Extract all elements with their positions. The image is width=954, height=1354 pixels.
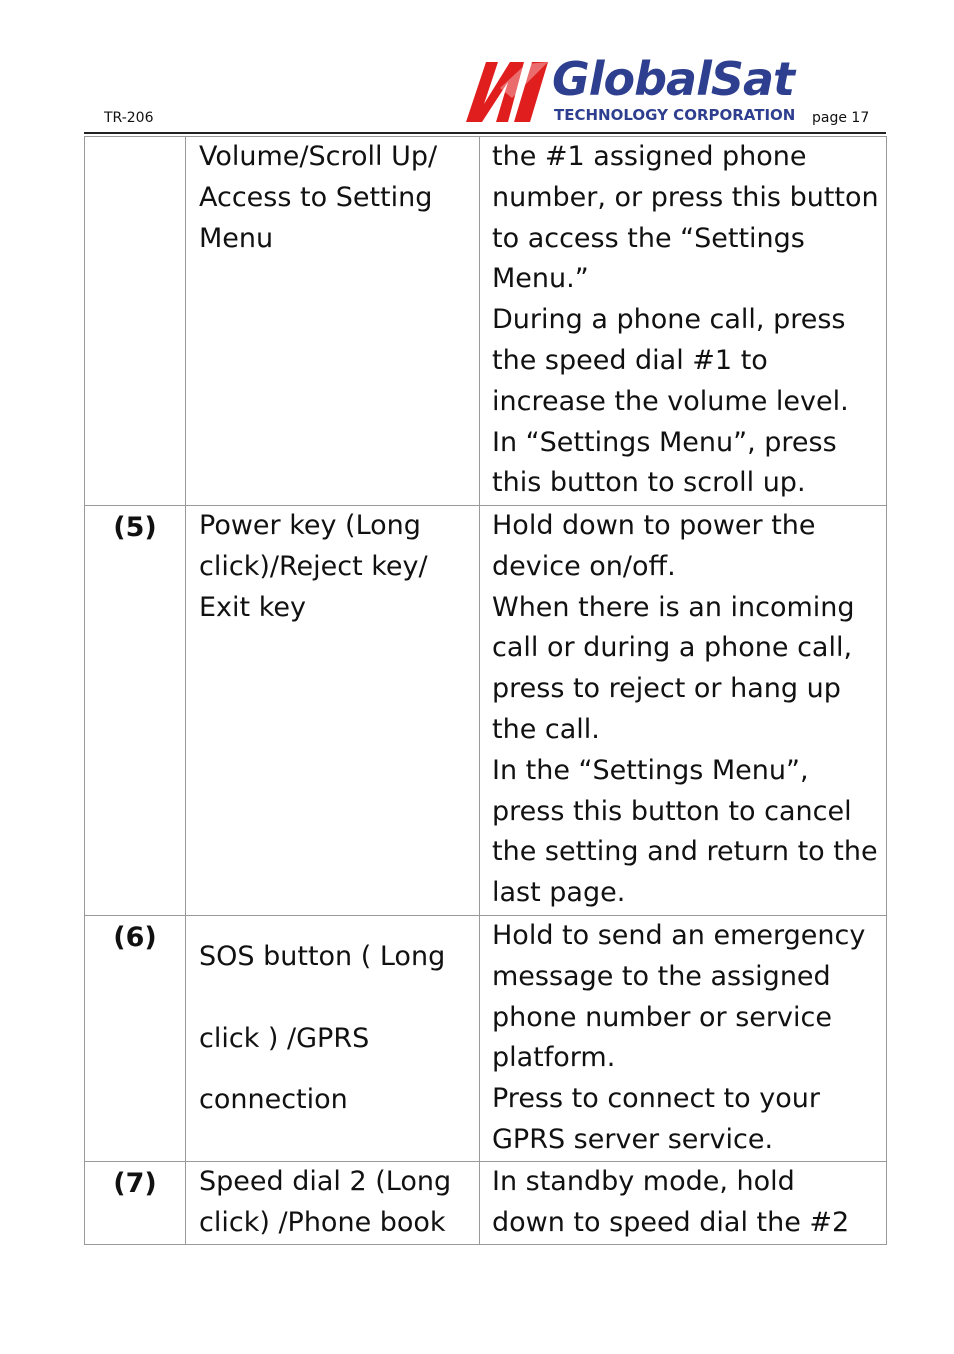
desc-line: the setting and return to the — [492, 836, 878, 868]
name-line: Volume/Scroll Up/ — [199, 141, 438, 172]
logo-subtitle: TECHNOLOGY CORPORATION — [554, 106, 796, 124]
desc-line: During a phone call, press — [492, 304, 846, 336]
desc-line: GPRS server service. — [492, 1123, 774, 1155]
page-number: page 17 — [812, 110, 870, 126]
desc-line: In “Settings Menu”, press — [492, 426, 837, 458]
desc-line: Press to connect to your — [492, 1083, 820, 1115]
desc-line: this button to scroll up. — [492, 467, 806, 499]
desc-line: message to the assigned — [492, 960, 831, 992]
globalsat-logo-mark-icon — [464, 58, 550, 124]
name-line: click)/Reject key/ — [199, 550, 428, 582]
desc-line: In standby mode, hold — [492, 1166, 795, 1197]
row-number: (7) — [85, 1162, 186, 1245]
desc-line: Hold to send an emergency — [492, 920, 866, 951]
button-description — [480, 1162, 887, 1245]
name-line: Exit key — [199, 591, 306, 623]
row-number: (5) — [85, 506, 186, 916]
globalsat-logo — [464, 54, 809, 128]
name-line: Menu — [199, 222, 274, 254]
name-line: click) /Phone book — [199, 1206, 446, 1238]
desc-line: In the “Settings Menu”, — [492, 754, 809, 786]
button-name — [186, 506, 480, 916]
page-header — [84, 50, 886, 134]
desc-line: call or during a phone call, — [492, 632, 853, 664]
name-line: click ) /GPRS — [199, 1022, 370, 1054]
desc-line: Menu.” — [492, 263, 589, 295]
desc-line: the call. — [492, 713, 600, 745]
desc-line: last page. — [492, 877, 626, 909]
desc-line: number, or press this button — [492, 181, 879, 213]
button-description — [480, 506, 887, 916]
desc-line: Hold down to power the — [492, 510, 816, 541]
name-line: connection — [199, 1083, 348, 1115]
button-description — [480, 916, 887, 1162]
name-line: Power key (Long — [199, 510, 421, 541]
desc-line: phone number or service — [492, 1001, 832, 1033]
row-number: (6) — [85, 916, 186, 1162]
desc-line: press this button to cancel — [492, 795, 852, 827]
name-line: SOS button ( Long — [199, 941, 446, 972]
table-row — [85, 1162, 887, 1245]
desc-line: press to reject or hang up — [492, 673, 841, 705]
row-number — [85, 137, 186, 506]
table-row — [85, 137, 887, 506]
desc-line: platform. — [492, 1042, 616, 1074]
document-id: TR-206 — [104, 110, 154, 126]
desc-line: increase the volume level. — [492, 385, 849, 417]
desc-line: the speed dial #1 to — [492, 344, 768, 376]
desc-line: down to speed dial the #2 — [492, 1206, 850, 1238]
desc-line: to access the “Settings — [492, 222, 805, 254]
table-row — [85, 506, 887, 916]
button-spec-table — [84, 136, 887, 1245]
table-row — [85, 916, 887, 1162]
desc-line: the #1 assigned phone — [492, 141, 807, 172]
button-description — [480, 137, 887, 506]
button-name — [186, 1162, 480, 1245]
button-name — [186, 137, 480, 506]
desc-line: When there is an incoming — [492, 591, 855, 623]
desc-line: device on/off. — [492, 550, 676, 582]
name-line: Access to Setting — [199, 181, 433, 213]
name-line: Speed dial 2 (Long — [199, 1166, 452, 1197]
logo-wordmark: GlobalSat — [552, 52, 795, 106]
button-name — [186, 916, 480, 1162]
